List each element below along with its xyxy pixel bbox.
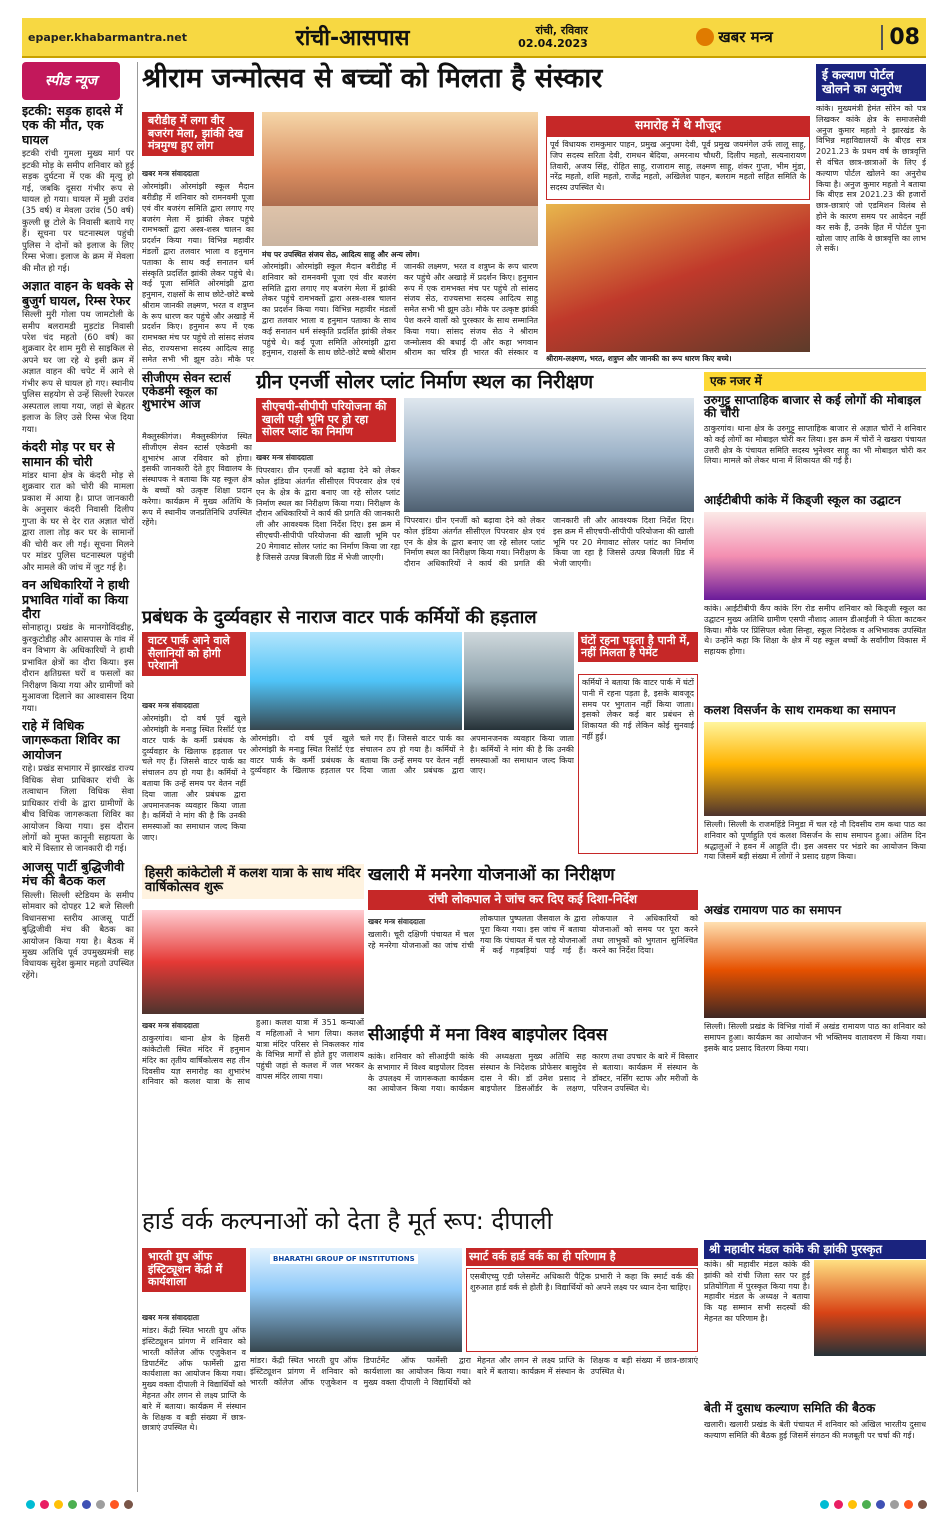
deepali-photo (250, 1248, 462, 1352)
waterpark-kicker: वाटर पार्क आने वाले सैलानियों को होगी परेशानी (142, 632, 246, 676)
left-column (22, 62, 134, 1492)
footer-dot (124, 1500, 133, 1509)
issue-date: 02.04.2023 (518, 37, 588, 50)
footer-dot (820, 1500, 829, 1509)
hisri-body (142, 1018, 364, 1204)
footer-dot (848, 1500, 857, 1509)
footer-dot (862, 1500, 871, 1509)
nazar-body: सिल्ली। सिल्ली प्रखंड के विभिन्न गांवों में अखंड रामायण पाठ का शनिवार को समापन हुआ। कार्यक्रम का आयोजन भी भक्तिमय वातावरण में किया गया। इसके बाद प्रसाद वितरण किया गया। (704, 1022, 926, 1053)
solar-photo (404, 398, 694, 512)
nazar-title: उरुगुट्टू साप्ताहिक बाजार से कई लोगों की मोबाइल की चोरी (704, 393, 921, 421)
nazar-title: बेती में दुसाध कल्याण समिति की बैठक (704, 1401, 876, 1415)
solar-byline: खबर मन्त्र संवाददाता (256, 453, 314, 462)
nazar-title: अखंड रामायण पाठ का समापन (704, 903, 842, 917)
waterpark-headline: प्रबंधक के दुर्व्यवहार से नाराज वाटर पार्क कर्मियों की हड़ताल (142, 607, 537, 628)
nazar-body: खलारी। खलारी प्रखंड के बेती पंचायत में शनिवार को अखिल भारतीय दुसाध कल्याण समिति की बैठक हुई जिसमें संगठन की मजबूती पर चर्चा की गई। (704, 1420, 926, 1440)
footer-dot (876, 1500, 885, 1509)
deepali-box-text: एसबीएच्यु एडी प्लेसमेंट अधिकारी पैट्रिक प्रभारी ने कहा कि स्मार्ट वर्क की शुरुआत हार्ड वर्क से होती है। विद्यार्थियों को अपने लक्ष्य पर ध्यान देना चाहिए। (466, 1268, 698, 1352)
speed-news-logo: स्पीड न्यूज (22, 62, 120, 100)
waterpark-body-cont (250, 734, 574, 854)
brief-body: मांडर थाना क्षेत्र के कंदरी मोड़ से शुक्रवार रात को चोरी की मामला प्रकाश में आया है। प्राप्त जानकारी के अनुसार कंदरी निवासी दिलीप गुप्ता के घर से देर रात अज्ञात चोरों द्वारा ताला तोड़ कर घर के सामानों की चोरी कर ली गई। सूचना मिलने पर मांडर पुलिस घटनास्थल पहुंची और मामले की जांच में जुट गई है। (22, 470, 134, 573)
brief-body: इटकी रांची गुमला मुख्य मार्ग पर इटकी मोड़ के समीप शनिवार को हुई सड़क दुर्घटना में एक की मृत्यु हो गई, जबकि दूसरा गंभीर रूप से घायल हो गया। घायल में मुन्नी उरांव (35 वर्ष) व मेवला उरांव (50 वर्ष) कुल्ली छू टोले के निवासी बताये गए हैं। सूचना पर घटनास्थल पहुंची पुलिस ने दोनों को इलाज के लिए रिम्स भेजा। इलाज के क्रम में मेवला की मौत हो गई। (22, 149, 134, 274)
mnrega-kicker: रांची लोकपाल ने जांच कर दिए कई दिशा-निर्देश (368, 890, 698, 910)
brief-title: आजसू पार्टी बुद्धिजीवी मंच की बैठक कल (22, 858, 125, 889)
hisri-body-text: ठाकुरगांव। थाना क्षेत्र के हिसरी कांकेटोली स्थित मंदिर में हनुमान मंदिर का तृतीय वार्षिकोत्सव सह तीन दिवसीय यज्ञ समारोह का शुभारंभ शनिवार को कलश यात्रा के साथ हुआ। कलश यात्रा में 351 कन्याओं व महिलाओं ने भाग लिया। कलश यात्रा मंदिर परिसर से निकलकर गांव के विभिन्न मार्गों से होते हुए जलाशय पहुंची जहां से कलश में जल भरकर वापस मंदिर लाया गया। (142, 1018, 364, 1087)
section-divider (142, 368, 926, 369)
e-kalyan-title: ई कल्याण पोर्टल खोलने का अनुरोध (816, 64, 926, 101)
kalash-photo (704, 722, 926, 816)
nazar-title: कलश विसर्जन के साथ रामकथा का समापन (704, 703, 896, 717)
hisri-headline: हिसरी कांकेटोली में कलश यात्रा के साथ मंदिर वार्षिकोत्सव शुरू (142, 864, 364, 899)
school-body: मैक्लुस्कीगंज। मैक्लुस्कीगंज स्थित सीजीएम सेवन स्टार्स एकेडमी का शुभारंभ आज रविवार को होगा। इसकी जानकारी देते हुए विद्यालय के संस्थापक ने बताया कि यह स्कूल क्षेत्र के बच्चों को उत्कृष्ट शिक्षा प्रदान करेगा। कार्यक्रम में मुख्य अतिथि के रूप में स्थानीय जनप्रतिनिधि उपस्थित रहेंगे। (142, 432, 252, 528)
lead-kicker: बरीडीह में लगा वीर बजरंग मेला, झांकी देख मंत्रमुग्ध हुए लोग (142, 112, 254, 156)
city-day: रांची, रविवार (535, 23, 588, 37)
nazar-body: सिल्ली। सिल्ली के राजमहिंडे निमुडा में चल रहे नौ दिवसीय राम कथा पाठ का शनिवार को पूर्णाहुति एवं कलश विसर्जन के साथ समापन हुआ। अंतिम दिन श्रद्धालुओं ने हवन में आहुति दी। इस अवसर पर भंडारे का आयोजन किया गया जिसमें बड़ी संख्या में लोगों ने प्रसाद ग्रहण किया। (704, 820, 926, 862)
deepali-body-text-cont: मांडर। केंद्री स्थित भारती ग्रुप ऑफ इंस्टिट्यूशन प्रांगण में शनिवार को भारती कॉलेज ऑफ एजुकेशन व डिपार्टमेंट ऑफ फार्मेसी द्वारा कार्यशाला का आयोजन किया गया। मुख्य वक्ता दीपाली ने विद्यार्थियों को मेहनत और लगन से लक्ष्य प्राप्ति के बारे में बताया। कार्यक्रम में संस्थान के शिक्षक व बड़ी संख्या में छात्र-छात्राएं उपस्थित थे। (250, 1356, 698, 1387)
brief-body: राहे। प्रखंड सभागार में झारखंड राज्य विधिक सेवा प्राधिकार रांची के तत्वाधान जिला विधिक सेवा प्राधिकार रांची के द्वारा ग्रामीणों के बीच विधिक जागरूकता शिविर का आयोजन किया गया। इस दौरान लोगों को मुफ्त कानूनी सहायता के बारे में विस्तार से जानकारी दी गई। (22, 764, 134, 855)
dateline (518, 24, 588, 50)
lead-byline: खबर मन्त्र संवाददाता (142, 169, 200, 178)
masthead (22, 18, 926, 58)
nazar-label: एक नजर में (704, 372, 926, 391)
waterpark-photo-2 (464, 632, 574, 730)
lead-body-text: ओरमांझी। ओरमांझी स्कूल मैदान बरीडीह में शनिवार को रामनवमी पूजा एवं वीर बजरंग समिति द्वारा लगाए गए बजरंग मेला में झांकी लेकर पहुंचे रामभक्तों द्वारा अस्त्र-शस्त्र चालन का प्रदर्शन किया गया। विभिन्न महावीर मंडलों द्वारा तलवार भाला व हनुमान पताका के साथ कई सनातन धर्म संस्कृति प्रदर्शित झांकी लेकर पहुंचे थे। कई पूजा समिति ओरमांझी द्वारा हनुमान, राक्षसों के साथ छोटे-छोटे बच्चे श्रीराम जानकी लक्ष्मण, भरत व शत्रुघ्न के रूप धारण कर पहुंचे और अखाड़े में प्रदर्शन किए। हनुमान रूप में एक रामभक्त मंच पर पहुंचे तो सांसद संजय सेठ, राज्यसभा सदस्य आदित्य साहू समेत सभी भी झूम उठे। मौके पर (142, 182, 254, 364)
nazar-title: आईटीबीपी कांके में किड्जी स्कूल का उद्घाटन (704, 493, 901, 507)
brief-body: सिल्ली। सिल्ली स्टेडियम के समीप सोमवार को दोपहर 12 बजे सिल्ली विधानसभा स्तरीय आजसू पार्टी बुद्धिजीवी मंच की बैठक का आयोजन किया गया है। बैठक में मुख्य अतिथि पूर्व उपमुख्यमंत्री सह विधायक सुदेश कुमार महतो उपस्थित रहेंगे। (22, 890, 134, 981)
footer-dots-left (26, 1500, 133, 1509)
lead-body-cont (262, 262, 538, 366)
mnrega-headline: खलारी में मनरेगा योजनाओं का निरीक्षण (368, 865, 615, 885)
column-divider (137, 62, 138, 1492)
mahavir-photo (814, 1260, 926, 1356)
solar-body (256, 450, 400, 614)
deepali-body-cont (250, 1356, 698, 1490)
brief-title: राहे में विधिक जागरूकता शिविर का आयोजन (22, 718, 120, 762)
footer-dot (834, 1500, 843, 1509)
deepali-box-title: स्मार्ट वर्क हार्ड वर्क का ही परिणाम है (466, 1248, 698, 1266)
lead-photo-2 (546, 204, 810, 352)
ramayan-photo (704, 922, 926, 1018)
solar-headline: ग्रीन एनर्जी सोलर प्लांट निर्माण स्थल का निरीक्षण (256, 371, 594, 393)
e-kalyan-body: कांके। मुख्यमंत्री हेमंत सोरेन को पत्र लिखकर कांके क्षेत्र के समाजसेवी अनुज कुमार महतो ने झारखंड के विभिन्न महाविद्यालयों के बीएड सत्र 2021.23 के प्रथम वर्ष के छात्रवृत्ति से वंचित छात्र-छात्राओं के लिए ई कल्याण पोर्टल खोलने का अनुरोध किया है। अनुज कुमार महतो ने बताया कि बीएड सत्र 2021.23 की हजारों छात्र-छात्राएं जो एडमिशन विलंब से होने के कारण समय पर आवेदन नहीं कर सके हैं, उनके हित में पोर्टल पुनः खोला जाए ताकि वे छात्रवृत्ति का लाभ ले सकें। (816, 104, 926, 254)
deepali-headline: हार्ड वर्क कल्पनाओं को देता है मूर्त रूप: दीपाली (142, 1207, 553, 1235)
deepali-body (142, 1310, 246, 1490)
kidzee-photo (704, 512, 926, 600)
footer-dot (96, 1500, 105, 1509)
waterpark-byline: खबर मन्त्र संवाददाता (142, 701, 200, 710)
photo-banner: BHARATHI GROUP OF INSTITUTIONS (270, 1254, 418, 1264)
lead-sidebar-text: पूर्व विधायक रामकुमार पाहन, प्रमुख अनुपमा देवी, पूर्व प्रमुख जयमंगेल उर्फ लालू साहू, जिप सदस्य सरिता देवी, रामधन बेदिया, अमरनाथ चौधरी, दिलीप महतो, सत्यनारायण तिवारी, अजय सिंह, रोहित साहू, राजाराम साहू, लक्ष्मण साहू, शंकर गुप्ता, भीम मुंडा, नरेंद्र महतो, शशि महतो, राजेंद्र महतो, अखिलेश पाहन, बलराम महतो सहित समिति के सदस्य उपस्थित थे। (546, 136, 810, 200)
footer-dot (82, 1500, 91, 1509)
mnrega-body (368, 914, 698, 1020)
nazar-body: कांके। श्री महावीर मंडल कांके की झांकी को रांची जिला स्तर पर हुई प्रतियोगिता में पुरस्कृत किया गया है। महावीर मंडल के अध्यक्ष ने बताया कि यह सम्मान सभी सदस्यों की मेहनत का परिणाम है। (704, 1260, 810, 1323)
waterpark-box-text: कर्मियों ने बताया कि वाटर पार्क में घंटों पानी में रहना पड़ता है, इसके बावजूद समय पर भुगतान नहीं किया जाता। इसको लेकर कई बार प्रबंधन से शिकायत की गई लेकिन कोई सुनवाई नहीं हुई। (578, 674, 698, 854)
brief-title: अज्ञात वाहन के धक्के से बुजुर्ग घायल, रिम्स रेफर (22, 278, 134, 308)
footer-dot (890, 1500, 899, 1509)
footer-dot (68, 1500, 77, 1509)
waterpark-body-text-cont: ओरमांझी। दो वर्ष पूर्व खुले ओरमांझी के मनाडु स्थित रिसॉर्ट एंड वाटर पार्क के कर्मी प्रबंधक के दुर्व्यवहार के खिलाफ हड़ताल पर चले गए हैं। जिससे वाटर पार्क का संचालन ठप हो गया है। कर्मियों ने बताया कि उन्हें समय पर वेतन नहीं दिया जाता और प्रबंधक द्वारा अपमानजनक व्यवहार किया जाता है। कर्मियों ने मांग की है कि उनकी समस्याओं का समाधान जल्द किया जाए। (250, 734, 574, 776)
mnrega-body-text: खलारी। चूरी दक्षिणी पंचायत में चल रहे मनरेगा योजनाओं का जांच रांची लोकपाल पुष्पलता जैसवाल के द्वारा पूरा किया गया। इस जांच में बताया गया कि पंचायत में चल रहे योजनाओं में कई गड़बड़ियां पाई गई हैं। लोकपाल ने अधिकारियों को योजनाओं को समय पर पूरा करने तथा लाभुकों को भुगतान सुनिश्चित करने का निर्देश दिया। (368, 914, 698, 956)
lead-photo-2-caption: श्रीराम-लक्ष्मण, भरत, शत्रुघ्न और जानकी का रूप धारण किए बच्चे। (546, 354, 732, 363)
brief-title: वन अधिकारियों ने हाथी प्रभावित गांवों का किया दौरा (22, 577, 130, 621)
waterpark-photo (250, 632, 462, 730)
footer-dots-right (820, 1500, 927, 1509)
footer-dot (918, 1500, 927, 1509)
lead-photo (262, 112, 538, 246)
waterpark-box-title: घंटों रहना पड़ता है पानी में, नहीं मिलता है पेमेंट (578, 632, 698, 662)
footer-dot (110, 1500, 119, 1509)
site-url[interactable]: epaper.khabarmantra.net (28, 30, 187, 44)
waterpark-body-text: ओरमांझी। दो वर्ष पूर्व खुले ओरमांझी के मनाडु स्थित रिसॉर्ट एंड वाटर पार्क के कर्मी प्रबंधक के दुर्व्यवहार के खिलाफ हड़ताल पर चले गए हैं। जिससे वाटर पार्क का संचालन ठप हो गया है। कर्मियों ने बताया कि उन्हें समय पर वेतन नहीं दिया जाता और प्रबंधक द्वारा अपमानजनक व्यवहार किया जाता है। कर्मियों ने मांग की है कि उनकी समस्याओं का समाधान जल्द किया जाए। (142, 714, 246, 842)
lead-sidebar-title: समारोह में थे मौजूद (546, 116, 810, 136)
lead-headline: श्रीराम जन्मोत्सव से बच्चों को मिलता है संस्कार (142, 63, 603, 94)
brand-logo (696, 27, 772, 47)
brief-body: सोनाहातू। प्रखंड के मानगोविंदडीह, कुरकुटोडीह और आसपास के गांव में वन विभाग के अधिकारियों ने हाथी प्रभावित क्षेत्रों का दौरा किया। इस दौरान क्षतिग्रस्त घरों व फसलों का निरीक्षण किया गया और ग्रामीणों को मुआवजा दिलाने का आश्वासन दिया गया। (22, 623, 134, 714)
footer-dot (904, 1500, 913, 1509)
mnrega-byline: खबर मन्त्र संवाददाता (368, 917, 426, 926)
hisri-byline: खबर मन्त्र संवाददाता (142, 1021, 200, 1030)
solar-body-text-cont: पिपरवार। ग्रीन एनर्जी को बढ़ावा देने को लेकर कोल इंडिया अंतर्गत सीसीएल पिपरवार क्षेत्र एवं एन के क्षेत्र के द्वारा बनाए जा रहे सोलर प्लांट निर्माण स्थल का निरीक्षण किया गया। निरीक्षण के दौरान अधिकारियों ने कार्य की प्रगति की जानकारी ली और आवश्यक दिशा निर्देश दिए। इस क्रम में सीएचपी-सीपीपी परियोजना की खाली भूमि पर 20 मेगावाट सोलर प्लांट का निर्माण किया जा रहा है जिससे उत्पन्न बिजली ग्रिड में भेजी जाएगी। (404, 516, 694, 569)
footer-dot (26, 1500, 35, 1509)
nazar-title: श्री महावीर मंडल कांके की झांकी पुरस्कृत (704, 1240, 926, 1259)
waterpark-body (142, 698, 246, 854)
deepali-kicker: भारती ग्रुप ऑफ इंस्टिट्यूशन केंद्री में कार्यशाला (142, 1248, 246, 1292)
deepali-byline: खबर मन्त्र संवाददाता (142, 1313, 200, 1322)
brand-name: खबर मन्त्र (718, 28, 773, 46)
solar-body-text: पिपरवार। ग्रीन एनर्जी को बढ़ावा देने को लेकर कोल इंडिया अंतर्गत सीसीएल पिपरवार क्षेत्र एवं एन के क्षेत्र के द्वारा बनाए जा रहे सोलर प्लांट निर्माण स्थल का निरीक्षण किया गया। निरीक्षण के दौरान अधिकारियों ने कार्य की प्रगति की जानकारी ली और आवश्यक दिशा निर्देश दिए। इस क्रम में सीएचपी-सीपीपी परियोजना की खाली भूमि पर 20 मेगावाट सोलर प्लांट का निर्माण किया जा रहा है जिससे उत्पन्न बिजली ग्रिड में भेजी जाएगी। (256, 466, 400, 562)
school-headline: सीजीएम सेवन स्टार्स एकेडमी स्कूल का शुभारंभ आज (142, 371, 231, 412)
section-title: रांची-आसपास (295, 26, 410, 51)
nazar-body: ठाकुरगांव। थाना क्षेत्र के उरुगुट्टू साप्ताहिक बाजार से अज्ञात चोरों ने शनिवार को कई लोगों का मोबाइल चोरी कर लिया। इस क्रम में चोरों ने खखरा पंचायत उत्तरी क्षेत्र के पंचायत समिति सदस्य भुनेश्वर साहू का भी मोबाइल चोरी कर लिया। मामले को लेकर थाना में शिकायत की गई है। (704, 424, 926, 466)
brief-title: कंदरी मोड़ पर घर से सामान की चोरी (22, 439, 115, 469)
hisri-photo (142, 910, 364, 1014)
solar-body-cont (404, 516, 694, 614)
cip-headline: सीआईपी में मना विश्व बाइपोलर दिवस (368, 1025, 608, 1045)
lead-body-text-cont: ओरमांझी। ओरमांझी स्कूल मैदान बरीडीह में शनिवार को रामनवमी पूजा एवं वीर बजरंग समिति द्वारा लगाए गए बजरंग मेला में झांकी लेकर पहुंचे रामभक्तों द्वारा अस्त्र-शस्त्र चालन का प्रदर्शन किया गया। विभिन्न महावीर मंडलों द्वारा तलवार भाला व हनुमान पताका के साथ कई सनातन धर्म संस्कृति प्रदर्शित झांकी लेकर पहुंचे थे। कई पूजा समिति ओरमांझी द्वारा हनुमान, राक्षसों के साथ छोटे-छोटे बच्चे श्रीराम जानकी लक्ष्मण, भरत व शत्रुघ्न के रूप धारण कर पहुंचे और अखाड़े में प्रदर्शन किए। हनुमान रूप में एक रामभक्त मंच पर पहुंचे तो सांसद संजय सेठ, राज्यसभा सदस्य आदित्य साहू समेत सभी भी झूम उठे। मौके पर उत्कृष्ट झांकी पेश करने वालों को पुरस्कार के साथ सम्मानित किया गया। सांसद संजय सेठ ने श्रीराम जन्मोत्सव की बधाई दी और कहा भगवान श्रीराम का चरित्र ही भारत की संस्कार व (262, 262, 538, 358)
page-number: 08 (881, 25, 920, 50)
deepali-body-text: मांडर। केंद्री स्थित भारती ग्रुप ऑफ इंस्टिट्यूशन प्रांगण में शनिवार को भारती कॉलेज ऑफ एजुकेशन व डिपार्टमेंट ऑफ फार्मेसी द्वारा कार्यशाला का आयोजन किया गया। मुख्य वक्ता दीपाली ने विद्यार्थियों को मेहनत और लगन से लक्ष्य प्राप्ति के बारे में बताया। कार्यक्रम में संस्थान के शिक्षक व बड़ी संख्या में छात्र-छात्राएं उपस्थित थे। (142, 1326, 246, 1433)
lead-photo-caption: मंच पर उपस्थित संजय सेठ, आदित्य साहू और अन्य लोग। (262, 250, 420, 259)
brief-body: सिल्ली मुरी गोला पथ जामटोली के समीप बलरामडी मुड़टांड निवासी परेश चंद महतो (60 वर्ष) का शुक्रवार देर शाम मुरी से साइकिल से अपने घर जा रहे थे इसी क्रम में अज्ञात वाहन की चपेट में आने से गंभीर रूप से घायल हो गए। स्थानीय पुलिस सहयोग से उन्हें सिल्ली रेफरल अस्पताल लाया गया, जहां से बेहतर इलाज के लिए उसे रिम्स भेज दिया गया। (22, 310, 134, 435)
solar-kicker: सीएचपी-सीपीपी परियोजना की खाली पड़ी भूमि पर हो रहा सोलर प्लांट का निर्माण (256, 398, 396, 442)
brand-mark-icon (696, 28, 714, 46)
lead-body (142, 166, 254, 366)
footer-dot (54, 1500, 63, 1509)
footer-dot (40, 1500, 49, 1509)
brief-title: इटकी: सड़क हादसे में एक की मौत, एक घायल (22, 103, 123, 147)
nazar-body: कांके। आईटीबीपी कैंप कांके रिंग रोड समीप शनिवार को किड्जी स्कूल का उद्घाटन मुख्य अतिथि ग्रामीण एसपी नौशाद आलम डीआईजी ने फीता काटकर किया। मौके पर प्रिंसिपल श्वेता सिन्हा, स्कूल निदेशक व अभिभावक उपस्थित थे। उन्होंने कहा कि शिक्षा के क्षेत्र में यह स्कूल बच्चों के सर्वांगीण विकास में सहायक होगा। (704, 604, 926, 657)
cip-body: कांके। शनिवार को सीआईपी कांके के सभागार में विश्व बाइपोलर दिवस के उपलक्ष्य में जागरूकता कार्यक्रम का आयोजन किया गया। कार्यक्रम की अध्यक्षता मुख्य अतिथि सह संस्थान के निदेशक प्रोफेसर बासुदेव दास ने की। डॉ उमेश प्रसाद ने बाइपोलर डिसऑर्डर के लक्षण, कारण तथा उपचार के बारे में विस्तार से बताया। कार्यक्रम में संस्थान के डॉक्टर, नर्सिंग स्टाफ और मरीजों के परिजन उपस्थित थे। (368, 1052, 698, 1094)
